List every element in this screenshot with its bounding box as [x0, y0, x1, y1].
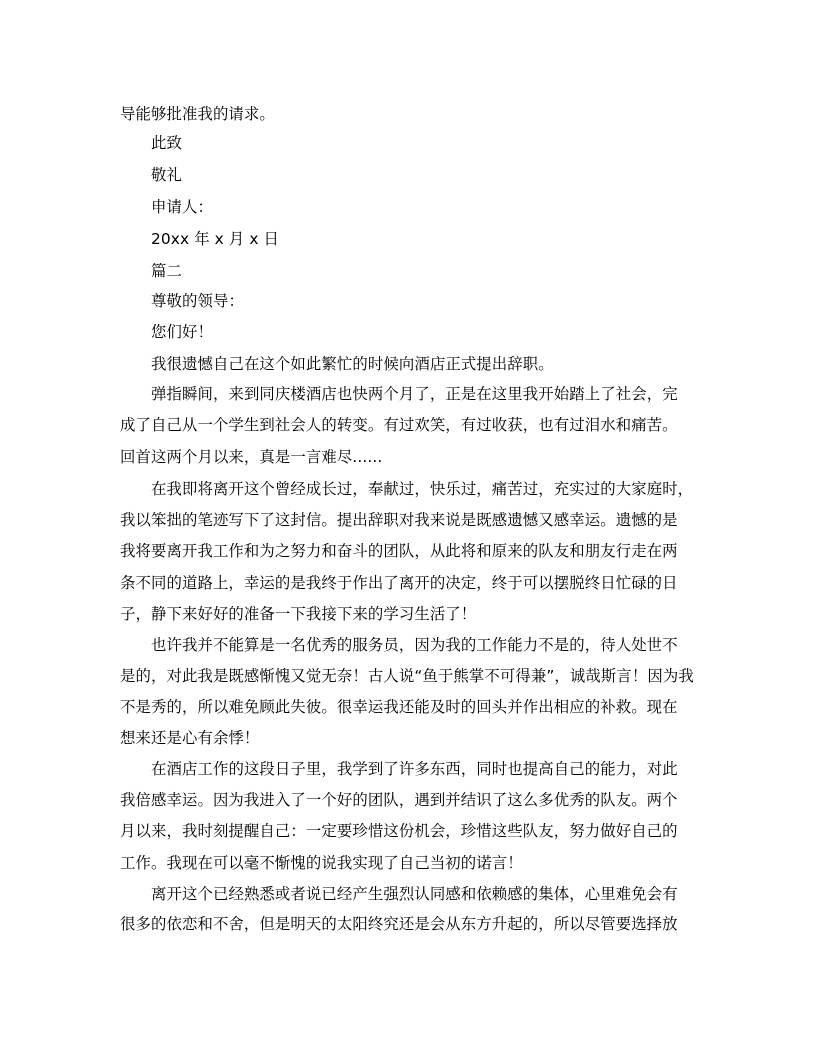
text-line: 子，静下来好好的准备一下我接下来的学习生活了！	[120, 605, 477, 623]
text-line: 不是秀的，所以难免顾此失彼。很幸运我还能及时的回头并作出相应的补救。现在	[120, 698, 678, 716]
text-line: 回首这两个月以来，真是一言难尽......	[120, 448, 383, 466]
salutation: 尊敬的领导：	[151, 292, 244, 310]
greeting: 您们好！	[151, 323, 213, 341]
text-line: 离开这个已经熟悉或者说已经产生强烈认同感和依赖感的集体，心里难免会有	[151, 885, 678, 903]
text-line: 想来还是心有余悸！	[120, 729, 260, 747]
text-line: 工作。我现在可以毫不惭愧的说我实现了自己当初的诺言！	[120, 854, 523, 872]
text-line: 我倍感幸运。因为我进入了一个好的团队，遇到并结识了这么多优秀的队友。两个	[120, 791, 678, 809]
text-line: 我将要离开我工作和为之努力和奋斗的团队，从此将和原来的队友和朋友行走在两	[120, 542, 678, 560]
text-line: 成了自己从一个学生到社会人的转变。有过欢笑，有过收获，也有过泪水和痛苦。	[120, 416, 678, 434]
closing-salutation: 此致	[151, 134, 182, 152]
text-line: 导能够批准我的请求。	[120, 105, 275, 123]
text-line: 也许我并不能算是一名优秀的服务员，因为我的工作能力不是的，待人处世不	[151, 636, 678, 654]
text-line: 月以来，我时刻提醒自己：一定要珍惜这份机会，珍惜这些队友，努力做好自己的	[120, 822, 678, 840]
section-heading: 篇二	[151, 262, 182, 280]
text-line: 是的，对此我是既感惭愧又觉无奈！古人说“鱼于熊掌不可得兼”，诚哉斯言！因为我	[120, 667, 694, 685]
text-line: 我很遗憾自己在这个如此繁忙的时候向酒店正式提出辞职。	[151, 355, 554, 373]
text-line: 条不同的道路上，幸运的是我终于作出了离开的决定，终于可以摆脱终日忙碌的日	[120, 574, 678, 592]
text-line: 在我即将离开这个曾经成长过，奉献过，快乐过，痛苦过，充实过的大家庭时，	[151, 480, 694, 498]
text-line: 弹指瞬间，来到同庆楼酒店也快两个月了，正是在这里我开始踏上了社会，完	[151, 385, 678, 403]
text-line: 我以笨拙的笔迹写下了这封信。提出辞职对我来说是既感遗憾又感幸运。遗憾的是	[120, 511, 678, 529]
applicant-label: 申请人：	[151, 198, 213, 216]
text-line: 很多的依恋和不舍，但是明天的太阳终究还是会从东方升起的，所以尽管要选择放	[120, 915, 678, 933]
date-line: 20xx 年 x 月 x 日	[151, 230, 280, 248]
closing-regards: 敬礼	[151, 166, 182, 184]
text-line: 在酒店工作的这段日子里，我学到了许多东西，同时也提高自己的能力，对此	[151, 760, 678, 778]
